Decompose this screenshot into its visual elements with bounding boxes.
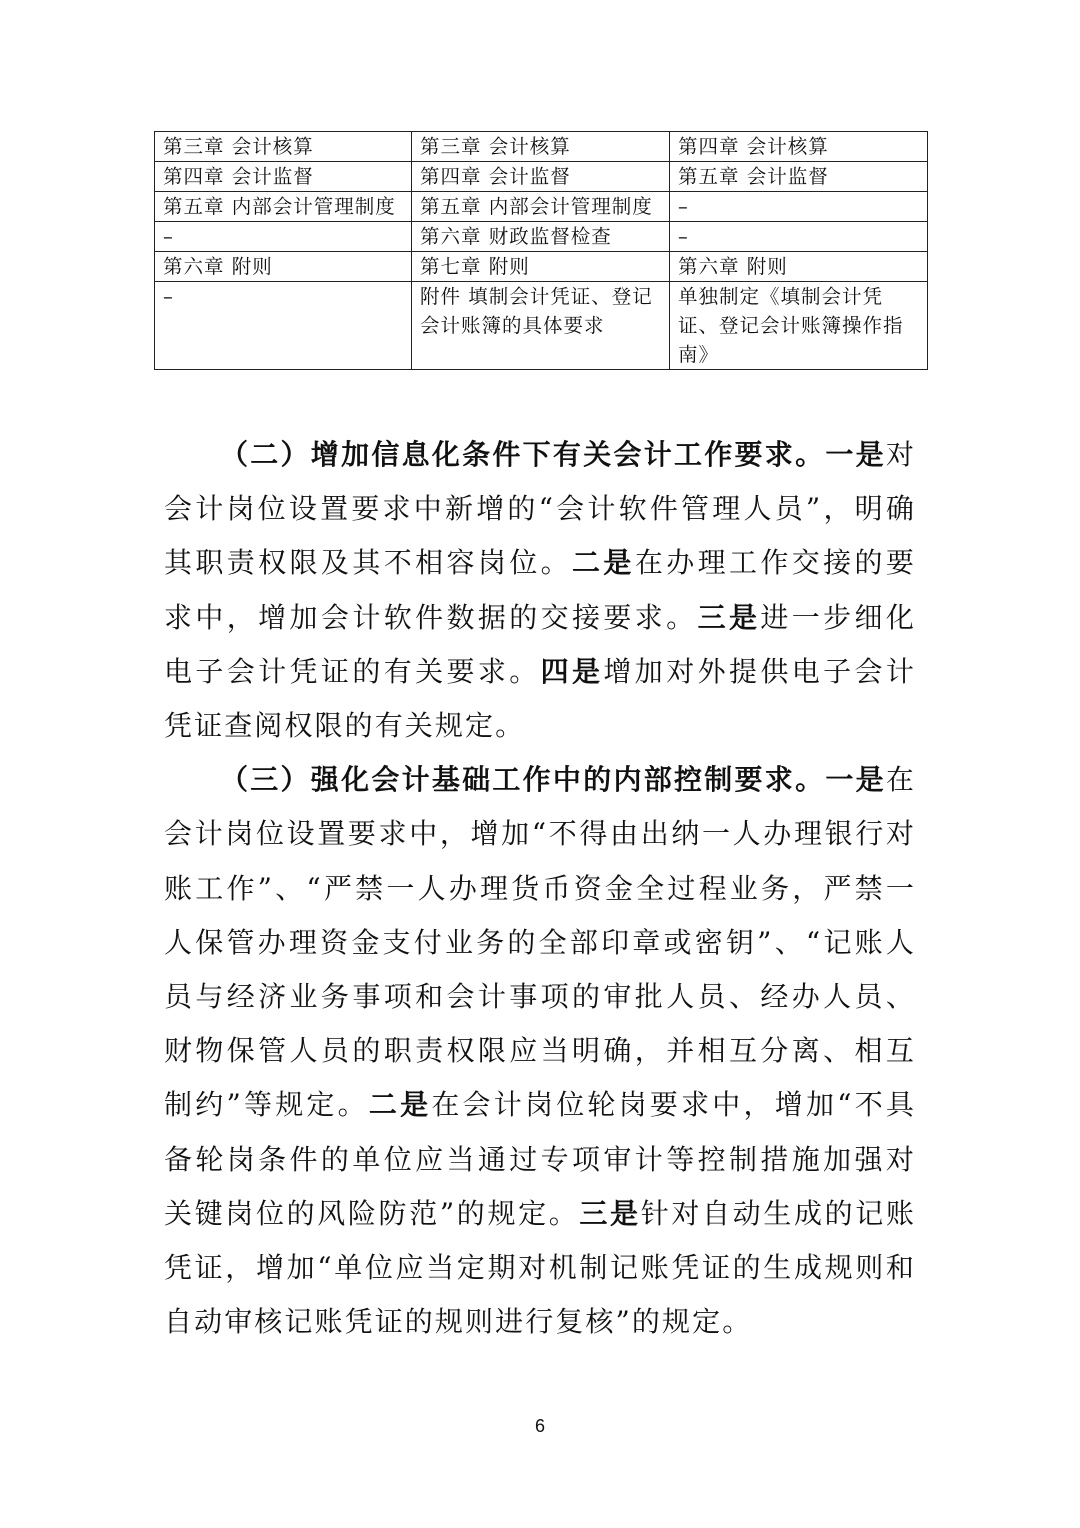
table-cell: 单独制定《填制会计凭证、登记会计账簿操作指南》 (670, 282, 928, 370)
table-cell: 第六章 附则 (155, 252, 412, 282)
point-marker: 三是 (579, 1196, 641, 1230)
point-marker: 三是 (697, 600, 761, 634)
section-paragraph (164, 428, 916, 753)
table-cell: 第三章 会计核算 (412, 132, 670, 162)
point-text: 针对自动生成的记账凭证，增加“单位应当定期对机制记账凭证的生成规则和自动审核记账凭证的规则进行复核”的规定。 (164, 1196, 917, 1339)
table-cell: – (670, 222, 928, 252)
table-cell: 第五章 内部会计管理制度 (155, 192, 412, 222)
table-cell: 第五章 内部会计管理制度 (412, 192, 670, 222)
point-marker: 一是 (825, 438, 886, 471)
table-cell: 第三章 会计核算 (155, 132, 412, 162)
point-text: 在会计岗位轮岗要求中，增加“不具备轮岗条件的单位应当通过专项审计等控制措施加强对关键岗位的风险防范”的规定。 (164, 1088, 917, 1230)
table-cell: 附件 填制会计凭证、登记会计账簿的具体要求 (412, 282, 670, 370)
table-row (155, 282, 928, 370)
body-text (164, 428, 916, 1349)
table-cell: 第七章 附则 (412, 252, 670, 282)
table-cell: 第四章 会计监督 (412, 162, 670, 192)
page-number: 6 (534, 1416, 545, 1436)
table-cell: 第四章 会计核算 (670, 132, 928, 162)
table-row (155, 222, 928, 252)
point-text: 在办理工作交接的要求中，增加会计软件数据的交接要求。 (164, 546, 917, 634)
table-cell: 第五章 会计监督 (670, 162, 928, 192)
point-marker: 一是 (825, 763, 886, 797)
table-row (155, 132, 928, 162)
point-text: 在会计岗位设置要求中，增加“不得由出纳一人办理银行对账工作”、“严禁一人办理货币资金全过程业务，严禁一人保管办理资金支付业务的全部印章或密钥”、“记账人员与经济业务事项和会计事项的审批人员、经办人员、财物保管人员的职责权限应当明确，并相互分离、相互制约”等规定。 (164, 763, 916, 1122)
table-cell: – (155, 222, 412, 252)
section-paragraph (164, 753, 916, 1349)
table-row (155, 252, 928, 282)
section-heading: （二）增加信息化条件下有关会计工作要求。 (220, 438, 826, 471)
table-cell: 第六章 附则 (670, 252, 928, 282)
point-marker: 二是 (572, 546, 635, 580)
table-row (155, 192, 928, 222)
table-cell: – (670, 192, 928, 222)
table-row (155, 162, 928, 192)
table-cell: 第六章 财政监督检查 (412, 222, 670, 252)
point-text: 对会计岗位设置要求中新增的“会计软件管理人员”，明确其职责权限及其不相容岗位。 (164, 438, 916, 580)
point-marker: 四是 (540, 654, 604, 688)
table-cell: – (155, 282, 412, 370)
point-text: 增加对外提供电子会计凭证查阅权限的有关规定。 (164, 654, 916, 743)
chapter-comparison-table (154, 131, 928, 370)
table-cell: 第四章 会计监督 (155, 162, 412, 192)
point-text: 进一步细化电子会计凭证的有关要求。 (164, 600, 917, 688)
section-heading: （三）强化会计基础工作中的内部控制要求。 (220, 763, 826, 797)
point-marker: 二是 (368, 1088, 432, 1122)
